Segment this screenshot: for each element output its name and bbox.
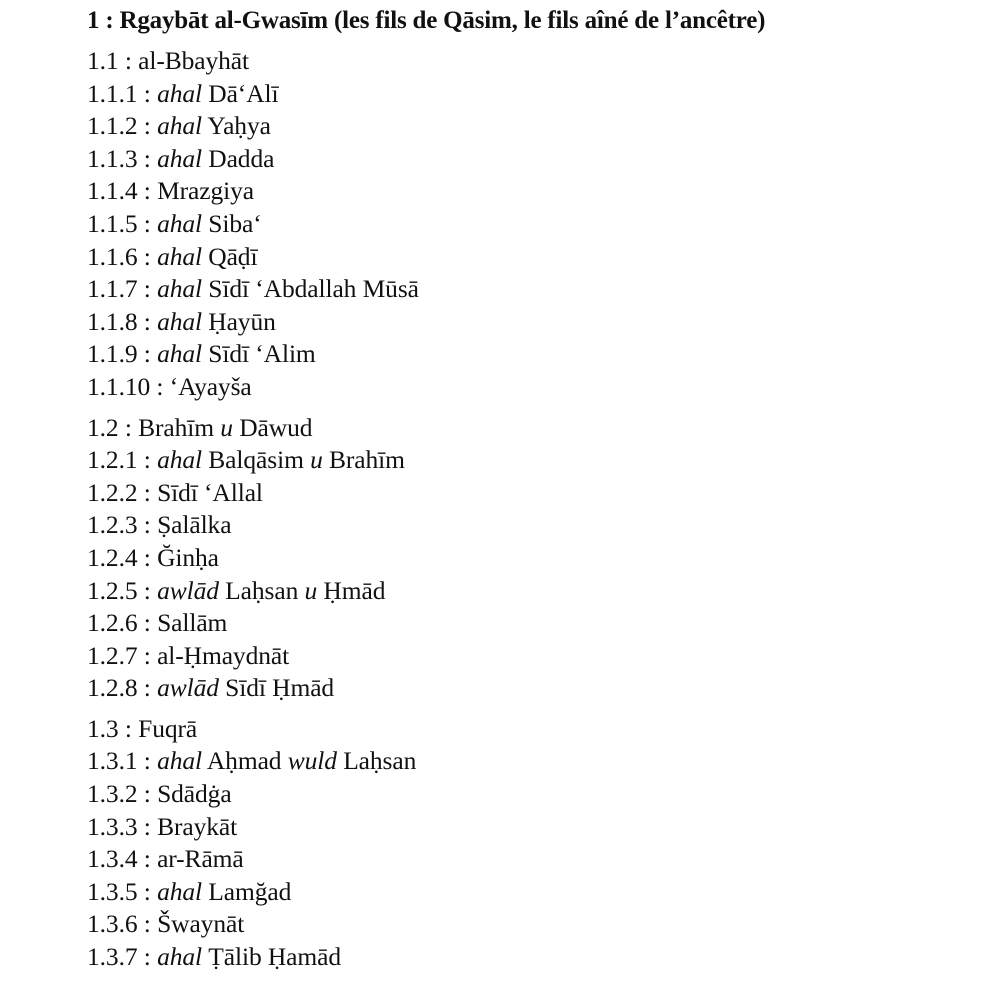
separator: : bbox=[137, 542, 158, 572]
lineage-number: 1.1 bbox=[87, 46, 119, 75]
italic-term: ahal bbox=[157, 78, 202, 108]
lineage-line bbox=[87, 542, 967, 575]
italic-term: ahal bbox=[157, 942, 202, 972]
lineage-number: 1.3.2 bbox=[87, 779, 138, 809]
separator: : bbox=[137, 78, 158, 108]
separator: : bbox=[137, 640, 158, 670]
lineage-list bbox=[87, 45, 967, 974]
lineage-number: 1.1.7 bbox=[87, 274, 138, 304]
lineage-number: 1.3.1 bbox=[87, 746, 138, 776]
italic-term: ahal bbox=[157, 339, 202, 369]
italic-term: ahal bbox=[157, 746, 202, 776]
lineage-line bbox=[87, 876, 967, 909]
italic-term: ahal bbox=[157, 445, 202, 475]
lineage-line bbox=[87, 78, 967, 111]
lineage-number: 1.2.2 bbox=[87, 477, 138, 507]
separator: : bbox=[137, 445, 158, 475]
lineage-line bbox=[87, 306, 967, 339]
separator: : bbox=[118, 46, 139, 75]
lineage-line bbox=[87, 45, 967, 78]
lineage-number: 1.2.5 bbox=[87, 575, 138, 605]
lineage-name: Fuqrā bbox=[138, 713, 198, 743]
separator: : bbox=[137, 306, 158, 336]
lineage-number: 1.1.3 bbox=[87, 143, 138, 173]
lineage-name: Sīdī ‘Abdallah Mūsā bbox=[202, 274, 419, 304]
lineage-line bbox=[87, 607, 967, 640]
lineage-name: Dadda bbox=[202, 143, 275, 173]
lineage-name: ‘Ayayša bbox=[169, 371, 252, 401]
separator: : bbox=[137, 575, 158, 605]
lineage-number: 1.2.4 bbox=[87, 542, 138, 572]
italic-term: u bbox=[310, 445, 323, 475]
separator: : bbox=[137, 746, 158, 776]
italic-term: ahal bbox=[157, 274, 202, 304]
lineage-name: ar-Rāmā bbox=[157, 844, 244, 874]
separator: : bbox=[137, 876, 158, 906]
document-page bbox=[87, 6, 967, 974]
lineage-line bbox=[87, 175, 967, 208]
lineage-line bbox=[87, 273, 967, 306]
lineage-line bbox=[87, 241, 967, 274]
separator: : bbox=[137, 608, 158, 638]
italic-term: ahal bbox=[157, 143, 202, 173]
lineage-line bbox=[87, 575, 967, 608]
separator: : bbox=[137, 241, 158, 271]
lineage-line bbox=[87, 745, 967, 778]
lineage-number: 1.2 bbox=[87, 412, 119, 442]
lineage-line bbox=[87, 371, 967, 404]
lineage-number: 1.1.10 bbox=[87, 371, 151, 401]
lineage-number: 1.2.7 bbox=[87, 640, 138, 670]
lineage-number: 1.1.2 bbox=[87, 111, 138, 141]
lineage-name: Sīdī ‘Allal bbox=[157, 477, 263, 507]
lineage-line bbox=[87, 811, 967, 844]
lineage-line bbox=[87, 640, 967, 673]
lineage-name: Sdādġa bbox=[157, 779, 232, 809]
italic-term: ahal bbox=[157, 241, 202, 271]
italic-term: u bbox=[220, 412, 233, 442]
lineage-name: Qāḍī bbox=[202, 241, 258, 271]
lineage-line bbox=[87, 143, 967, 176]
lineage-line bbox=[87, 778, 967, 811]
lineage-name: Ğinḥa bbox=[157, 542, 219, 572]
lineage-name: Braykāt bbox=[157, 811, 238, 841]
separator: : bbox=[137, 673, 158, 703]
separator: : bbox=[137, 274, 158, 304]
italic-term: ahal bbox=[157, 876, 202, 906]
lineage-name: Lamğad bbox=[202, 876, 292, 906]
lineage-line bbox=[87, 444, 967, 477]
lineage-name: Brahīm bbox=[138, 412, 221, 442]
lineage-line bbox=[87, 672, 967, 705]
lineage-number: 1.1.9 bbox=[87, 339, 138, 369]
lineage-name: Ḥmād bbox=[317, 575, 386, 605]
separator: : bbox=[137, 811, 158, 841]
lineage-name: Ṣalālka bbox=[157, 510, 232, 540]
lineage-number: 1.1.8 bbox=[87, 306, 138, 336]
lineage-line bbox=[87, 908, 967, 941]
separator: : bbox=[118, 713, 139, 743]
lineage-line bbox=[87, 110, 967, 143]
lineage-name: Mrazgiya bbox=[157, 176, 254, 206]
lineage-name: Aḥmad bbox=[202, 746, 288, 776]
lineage-line bbox=[87, 509, 967, 542]
italic-term: ahal bbox=[157, 111, 202, 141]
lineage-number: 1.2.6 bbox=[87, 608, 138, 638]
lineage-number: 1.2.3 bbox=[87, 510, 138, 540]
lineage-number: 1.3.3 bbox=[87, 811, 138, 841]
italic-term: ahal bbox=[157, 306, 202, 336]
lineage-name: Ṭālib Ḥamād bbox=[202, 942, 342, 972]
lineage-name: Siba‘ bbox=[202, 208, 262, 238]
lineage-number: 1.3 bbox=[87, 713, 119, 743]
separator: : bbox=[137, 339, 158, 369]
lineage-line bbox=[87, 843, 967, 876]
separator: : bbox=[118, 412, 139, 442]
lineage-number: 1.3.5 bbox=[87, 876, 138, 906]
lineage-group bbox=[87, 713, 967, 974]
lineage-name: Laḥsan bbox=[218, 575, 305, 605]
lineage-name: Ḥayūn bbox=[202, 306, 276, 336]
italic-term: u bbox=[304, 575, 318, 605]
lineage-name: al-Bbayhāt bbox=[138, 46, 249, 75]
lineage-number: 1.3.6 bbox=[87, 909, 138, 939]
italic-term: awlād bbox=[157, 673, 219, 703]
separator: : bbox=[137, 909, 158, 939]
lineage-number: 1.3.7 bbox=[87, 942, 138, 972]
separator: : bbox=[137, 510, 158, 540]
lineage-number: 1.2.1 bbox=[87, 445, 138, 475]
lineage-number: 1.2.8 bbox=[87, 673, 138, 703]
lineage-number: 1.1.5 bbox=[87, 208, 138, 238]
italic-term: ahal bbox=[157, 208, 202, 238]
lineage-number: 1.1.6 bbox=[87, 241, 138, 271]
italic-term: wuld bbox=[287, 746, 337, 776]
separator: : bbox=[137, 844, 158, 874]
lineage-name: Yaḥya bbox=[202, 111, 271, 141]
lineage-name: Sallām bbox=[157, 608, 228, 638]
lineage-name: Laḥsan bbox=[336, 746, 417, 776]
italic-term: awlād bbox=[157, 575, 219, 605]
lineage-line bbox=[87, 713, 967, 746]
lineage-line bbox=[87, 477, 967, 510]
separator: : bbox=[137, 477, 158, 507]
lineage-group bbox=[87, 412, 967, 705]
separator: : bbox=[137, 143, 158, 173]
separator: : bbox=[137, 176, 158, 206]
section-heading: 1 : Rgaybāt al-Gwasīm (les fils de Qāsim, le fils aîné de l’ancêtre) bbox=[87, 7, 766, 34]
lineage-number: 1.1.1 bbox=[87, 78, 138, 108]
lineage-name: Dāwud bbox=[232, 412, 313, 442]
lineage-line bbox=[87, 208, 967, 241]
lineage-number: 1.3.4 bbox=[87, 844, 138, 874]
lineage-name: al-Ḥmaydnāt bbox=[157, 640, 290, 670]
lineage-name: Sīdī Ḥmād bbox=[218, 673, 335, 703]
lineage-name: Šwaynāt bbox=[157, 909, 245, 939]
lineage-name: Sīdī ‘Alim bbox=[202, 339, 316, 369]
lineage-line bbox=[87, 412, 967, 445]
lineage-line bbox=[87, 941, 967, 974]
separator: : bbox=[137, 942, 158, 972]
separator: : bbox=[137, 111, 158, 141]
separator: : bbox=[137, 208, 158, 238]
lineage-name: Brahīm bbox=[322, 445, 405, 475]
lineage-name: Dā‘Alī bbox=[202, 78, 279, 108]
lineage-name: Balqāsim bbox=[202, 445, 311, 475]
separator: : bbox=[137, 779, 158, 809]
lineage-group bbox=[87, 45, 967, 404]
lineage-line bbox=[87, 338, 967, 371]
lineage-number: 1.1.4 bbox=[87, 176, 138, 206]
separator: : bbox=[150, 371, 170, 401]
